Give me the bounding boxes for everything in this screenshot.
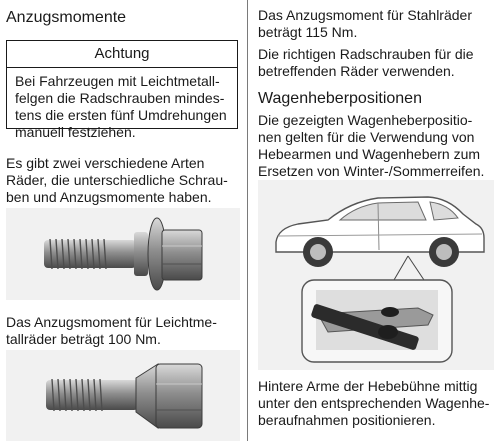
section-heading-jack-positions: Wagenheberpositionen bbox=[258, 90, 422, 107]
correct-bolts-text: Die richtigen Radschrauben für die betreffenden Räder verwenden. bbox=[258, 46, 474, 79]
alloy-torque-text: Das Anzugsmoment für Leichtme- tallräder beträgt 100 Nm. bbox=[6, 314, 217, 347]
steel-wheel-bolt-image bbox=[6, 208, 240, 300]
steel-torque-text: Das Anzugsmoment für Stahlräder beträgt 115 Nm. bbox=[258, 7, 472, 40]
section-heading-torque: Anzugsmomente bbox=[6, 9, 127, 26]
intro-paragraph: Es gibt zwei verschiedene Arten Räder, die unterschiedliche Schrau- ben und Anzugsmomente haben. bbox=[6, 155, 228, 205]
jack-positions-text: Die gezeigten Wagenheberpositio- nen gelten für die Verwendung von Hebearmen und Wagenhebern zum Ersetzen von Winter-/Sommerreifen. bbox=[258, 112, 485, 179]
car-jack-position-image bbox=[258, 180, 494, 370]
lift-arms-text: Hintere Arme der Hebebühne mittig unter den entsprechenden Wagenhe- beraufnahmen positionieren. bbox=[258, 378, 490, 428]
alloy-wheel-bolt-image bbox=[6, 350, 240, 441]
warning-text: Bei Fahrzeugen mit Leichtmetall- felgen die Radschrauben mindes- tens die ersten fünf Umdrehungen manuell festziehen. bbox=[15, 73, 227, 140]
warning-title: Achtung bbox=[7, 41, 237, 68]
column-divider bbox=[247, 0, 248, 441]
warning-box bbox=[6, 40, 238, 140]
